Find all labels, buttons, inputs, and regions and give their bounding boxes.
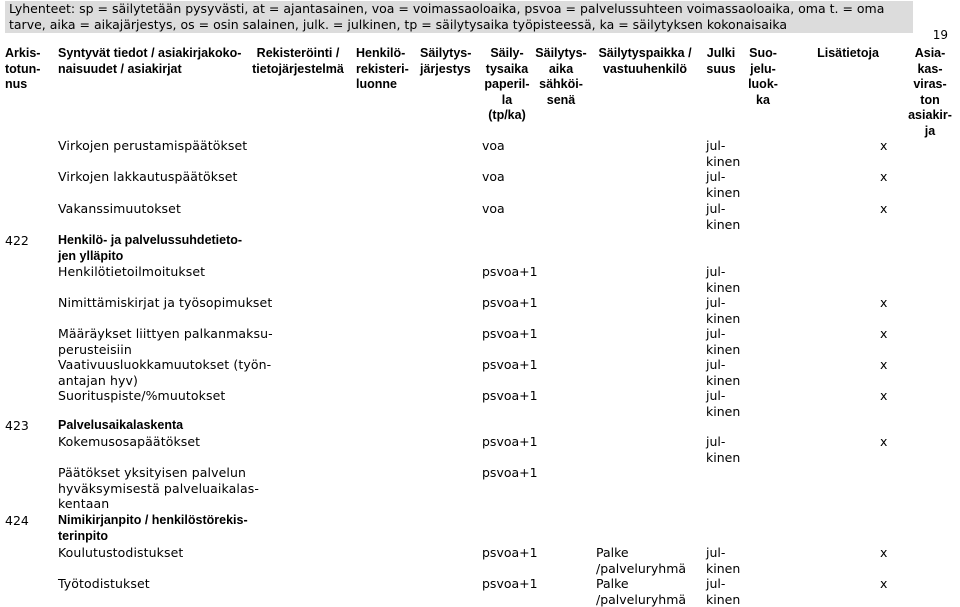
header-asiakasviraston-asiakirja: Asia- [915, 46, 946, 62]
publicity: kinen [706, 280, 740, 296]
publicity: jul- [706, 576, 725, 592]
storage-place: /palveluryhmä [596, 592, 686, 607]
retention-paper: voa [482, 138, 505, 154]
publicity: kinen [706, 450, 740, 466]
publicity: jul- [706, 357, 725, 373]
asiakas-mark: x [880, 138, 887, 154]
row-code: 424 [5, 513, 29, 529]
header-suojeluluokka: luok- [748, 77, 778, 93]
header-syntyvat-tiedot: Syntyvät tiedot / asiakirjakoko- [58, 46, 241, 62]
header-sailytysaika-paperilla: la [502, 93, 512, 109]
publicity: jul- [706, 295, 725, 311]
storage-place: Palke [596, 545, 629, 561]
header-henkilorekisteri: Henkilö- [356, 46, 405, 62]
header-julkisuus: Julki [707, 46, 736, 62]
header-asiakasviraston-asiakirja: ton [920, 93, 939, 109]
publicity: jul- [706, 264, 725, 280]
publicity: kinen [706, 404, 740, 420]
publicity: kinen [706, 185, 740, 201]
abbreviation-legend: Lyhenteet: sp = säilytetään pysyvästi, at = ajantasainen, voa = voimassaoloaika, psvoa = palvelussuhteen voimassaoloaika, oma t. = oma tarve, aika = aikajärjestys, os = osin salainen, julk. = julkinen, tp = säilytysaika työpisteessä, ka = säilytyksen kokonaisaika [5, 1, 913, 33]
document-name: Päätökset yksityisen palvelun [58, 465, 246, 481]
header-sailytysaika-paperilla: paperil- [484, 77, 529, 93]
asiakas-mark: x [880, 545, 887, 561]
publicity: kinen [706, 373, 740, 389]
retention-paper: psvoa+1 [482, 576, 538, 592]
publicity: jul- [706, 201, 725, 217]
retention-paper: psvoa+1 [482, 264, 538, 280]
publicity: kinen [706, 217, 740, 233]
header-sailytyspaikka: vastuuhenkilö [603, 62, 687, 78]
header-julkisuus: suus [706, 62, 735, 78]
asiakas-mark: x [880, 388, 887, 404]
header-sailytysaika-paperilla: (tp/ka) [488, 108, 526, 124]
storage-place: /palveluryhmä [596, 561, 686, 577]
section-heading: terinpito [58, 529, 108, 545]
publicity: kinen [706, 154, 740, 170]
publicity: jul- [706, 545, 725, 561]
header-rekisterointi: Rekisteröinti / [257, 46, 340, 62]
document-name: Suorituspiste/%muutokset [58, 388, 225, 404]
document-name: hyväksymisestä palveluaikalas- [58, 481, 259, 497]
retention-paper: voa [482, 169, 505, 185]
header-sailytysjarjestys: Säilytys- [420, 46, 471, 62]
header-suojeluluokka: jelu- [750, 62, 776, 78]
document-name: perusteisiin [58, 342, 132, 358]
document-name: Määräykset liittyen palkanmaksu- [58, 326, 273, 342]
publicity: kinen [706, 342, 740, 358]
row-code: 423 [5, 418, 29, 434]
header-suojeluluokka: ka [756, 93, 770, 109]
document-name: Virkojen lakkautuspäätökset [58, 169, 238, 185]
section-heading: Palvelusaikalaskenta [58, 418, 183, 434]
header-henkilorekisteri: luonne [356, 77, 397, 93]
document-name: Nimittämiskirjat ja työsopimukset [58, 295, 272, 311]
publicity: kinen [706, 592, 740, 607]
publicity: jul- [706, 388, 725, 404]
publicity: kinen [706, 561, 740, 577]
header-arkistotunnus: totun- [5, 62, 40, 78]
asiakas-mark: x [880, 295, 887, 311]
page-number: 19 [933, 28, 948, 42]
publicity: jul- [706, 326, 725, 342]
publicity: kinen [706, 311, 740, 327]
header-arkistotunnus: Arkis- [5, 46, 40, 62]
header-arkistotunnus: nus [5, 77, 27, 93]
header-asiakasviraston-asiakirja: viras- [913, 77, 946, 93]
header-suojeluluokka: Suo- [749, 46, 777, 62]
asiakas-mark: x [880, 201, 887, 217]
section-heading: Henkilö- ja palvelussuhdetieto- [58, 233, 242, 249]
publicity: jul- [706, 169, 725, 185]
document-name: antajan hyv) [58, 373, 138, 389]
header-asiakasviraston-asiakirja: ja [925, 124, 935, 140]
asiakas-mark: x [880, 326, 887, 342]
retention-paper: psvoa+1 [482, 295, 538, 311]
document-name: Vaativuusluokkamuutokset (työn- [58, 357, 271, 373]
header-sailytysaika-paperilla: tysaika [486, 62, 528, 78]
retention-paper: psvoa+1 [482, 434, 538, 450]
retention-paper: psvoa+1 [482, 357, 538, 373]
header-sailytysaika-paperilla: Säily- [490, 46, 523, 62]
asiakas-mark: x [880, 434, 887, 450]
header-sailytysaika-sahkoisena: aika [549, 62, 573, 78]
header-asiakasviraston-asiakirja: kas- [917, 62, 942, 78]
header-sailytysaika-sahkoisena: senä [547, 93, 576, 109]
publicity: jul- [706, 138, 725, 154]
document-name: kentaan [58, 496, 109, 512]
header-syntyvat-tiedot: naisuudet / asiakirjat [58, 62, 182, 78]
header-sailytysaika-sahkoisena: Säilytys- [535, 46, 586, 62]
header-sailytysjarjestys: järjestys [420, 62, 471, 78]
retention-paper: psvoa+1 [482, 326, 538, 342]
header-sailytyspaikka: Säilytyspaikka / [598, 46, 691, 62]
document-name: Virkojen perustamispäätökset [58, 138, 247, 154]
row-code: 422 [5, 233, 29, 249]
asiakas-mark: x [880, 576, 887, 592]
retention-paper: psvoa+1 [482, 545, 538, 561]
publicity: jul- [706, 434, 725, 450]
retention-paper: voa [482, 201, 505, 217]
document-name: Koulutustodistukset [58, 545, 183, 561]
section-heading: jen ylläpito [58, 249, 123, 265]
document-name: Henkilötietoilmoitukset [58, 264, 205, 280]
asiakas-mark: x [880, 357, 887, 373]
header-sailytysaika-sahkoisena: sähköi- [539, 77, 583, 93]
header-asiakasviraston-asiakirja: asiakir- [908, 108, 952, 124]
asiakas-mark: x [880, 169, 887, 185]
document-name: Vakanssimuutokset [58, 201, 181, 217]
section-heading: Nimikirjanpito / henkilöstörekis- [58, 513, 248, 529]
document-name: Kokemusosapäätökset [58, 434, 200, 450]
storage-place: Palke [596, 576, 629, 592]
header-lisatietoja: Lisätietoja [817, 46, 879, 62]
retention-paper: psvoa+1 [482, 465, 538, 481]
header-rekisterointi: tietojärjestelmä [252, 62, 344, 78]
retention-paper: psvoa+1 [482, 388, 538, 404]
document-name: Työtodistukset [58, 576, 150, 592]
header-henkilorekisteri: rekisteri- [356, 62, 409, 78]
